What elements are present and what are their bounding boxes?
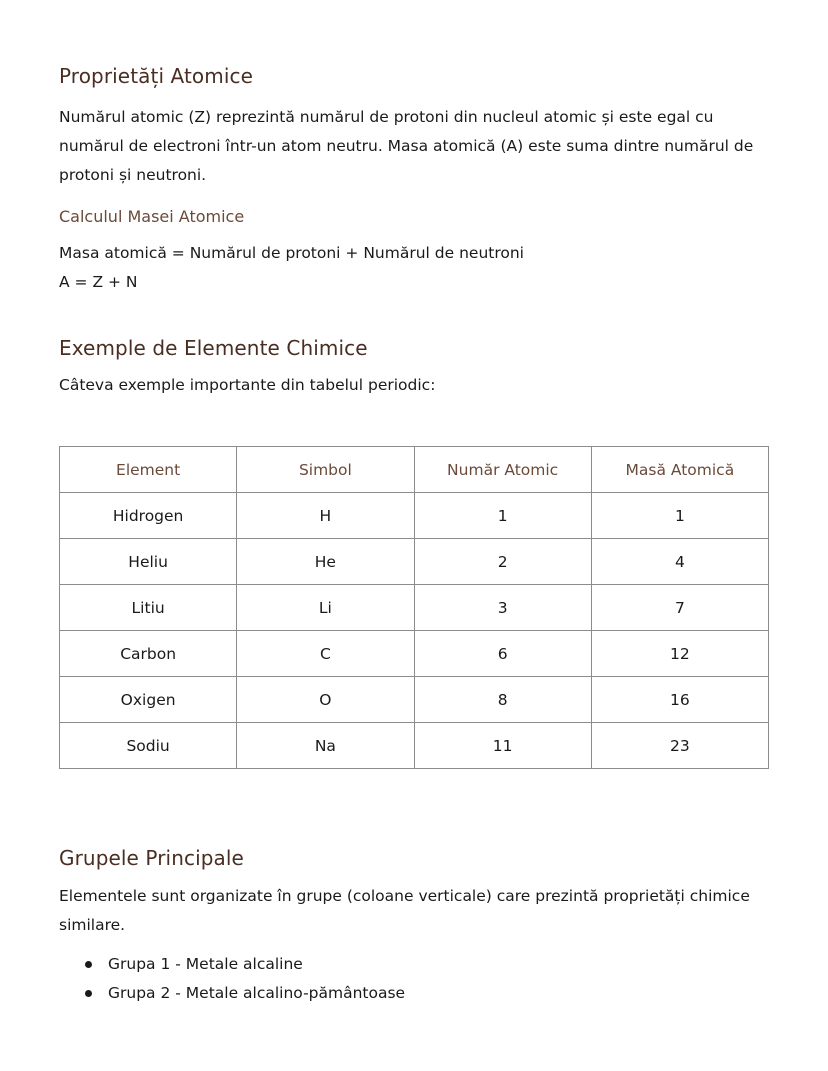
table-cell: C xyxy=(237,631,414,677)
heading-atomic-properties: Proprietăți Atomice xyxy=(59,64,254,88)
table-row xyxy=(60,585,769,631)
table-header-cell: Masă Atomică xyxy=(591,447,768,493)
table-header-cell: Număr Atomic xyxy=(414,447,591,493)
table-row xyxy=(60,723,769,769)
list-item xyxy=(82,979,405,1008)
heading-element-examples: Exemple de Elemente Chimice xyxy=(59,336,368,360)
subheading-atomic-mass-calc: Calculul Masei Atomice xyxy=(59,207,245,226)
table-header-cell: Simbol xyxy=(237,447,414,493)
paragraph-examples-intro: Câteva exemple importante din tabelul periodic: xyxy=(59,376,436,394)
table-row xyxy=(60,631,769,677)
table-cell: 6 xyxy=(414,631,591,677)
formula-symbolic: A = Z + N xyxy=(59,273,138,291)
paragraph-atomic-number: Numărul atomic (Z) reprezintă numărul de protoni din nucleul atomic și este egal cu numărul de electroni într-un atom neutru. Masa atomică (A) este suma dintre numărul de protoni și neutroni. xyxy=(59,108,754,184)
paragraph-groups: Elementele sunt organizate în grupe (coloane verticale) care prezintă proprietăți chimice similare. xyxy=(59,887,750,934)
table-cell: 23 xyxy=(591,723,768,769)
table-cell: 11 xyxy=(414,723,591,769)
table-cell: Heliu xyxy=(60,539,237,585)
table-row xyxy=(60,677,769,723)
table-cell: 1 xyxy=(414,493,591,539)
table-cell: 3 xyxy=(414,585,591,631)
table-cell: He xyxy=(237,539,414,585)
elements-table xyxy=(59,446,769,769)
table-cell: Oxigen xyxy=(60,677,237,723)
table-cell: Na xyxy=(237,723,414,769)
table-cell: Carbon xyxy=(60,631,237,677)
table-cell: 16 xyxy=(591,677,768,723)
list-item-text: Grupa 2 - Metale alcalino-pământoase xyxy=(108,984,406,1002)
heading-main-groups: Grupele Principale xyxy=(59,846,244,870)
table-header-cell: Element xyxy=(60,447,237,493)
list-item xyxy=(82,950,405,979)
formula-text: Masa atomică = Numărul de protoni + Numărul de neutroni xyxy=(59,244,524,262)
table-cell: 7 xyxy=(591,585,768,631)
list-item-text: Grupa 1 - Metale alcaline xyxy=(108,955,303,973)
table-cell: 1 xyxy=(591,493,768,539)
table-header-row xyxy=(60,447,769,493)
table-cell: H xyxy=(237,493,414,539)
table-cell: 12 xyxy=(591,631,768,677)
bullet-icon xyxy=(85,990,92,997)
table-cell: O xyxy=(237,677,414,723)
table-row xyxy=(60,493,769,539)
table-cell: Sodiu xyxy=(60,723,237,769)
table-cell: Li xyxy=(237,585,414,631)
table-cell: Hidrogen xyxy=(60,493,237,539)
table-row xyxy=(60,539,769,585)
bullet-icon xyxy=(85,961,92,968)
groups-list xyxy=(82,950,405,1008)
table-cell: Litiu xyxy=(60,585,237,631)
table-cell: 4 xyxy=(591,539,768,585)
table-cell: 8 xyxy=(414,677,591,723)
table-cell: 2 xyxy=(414,539,591,585)
